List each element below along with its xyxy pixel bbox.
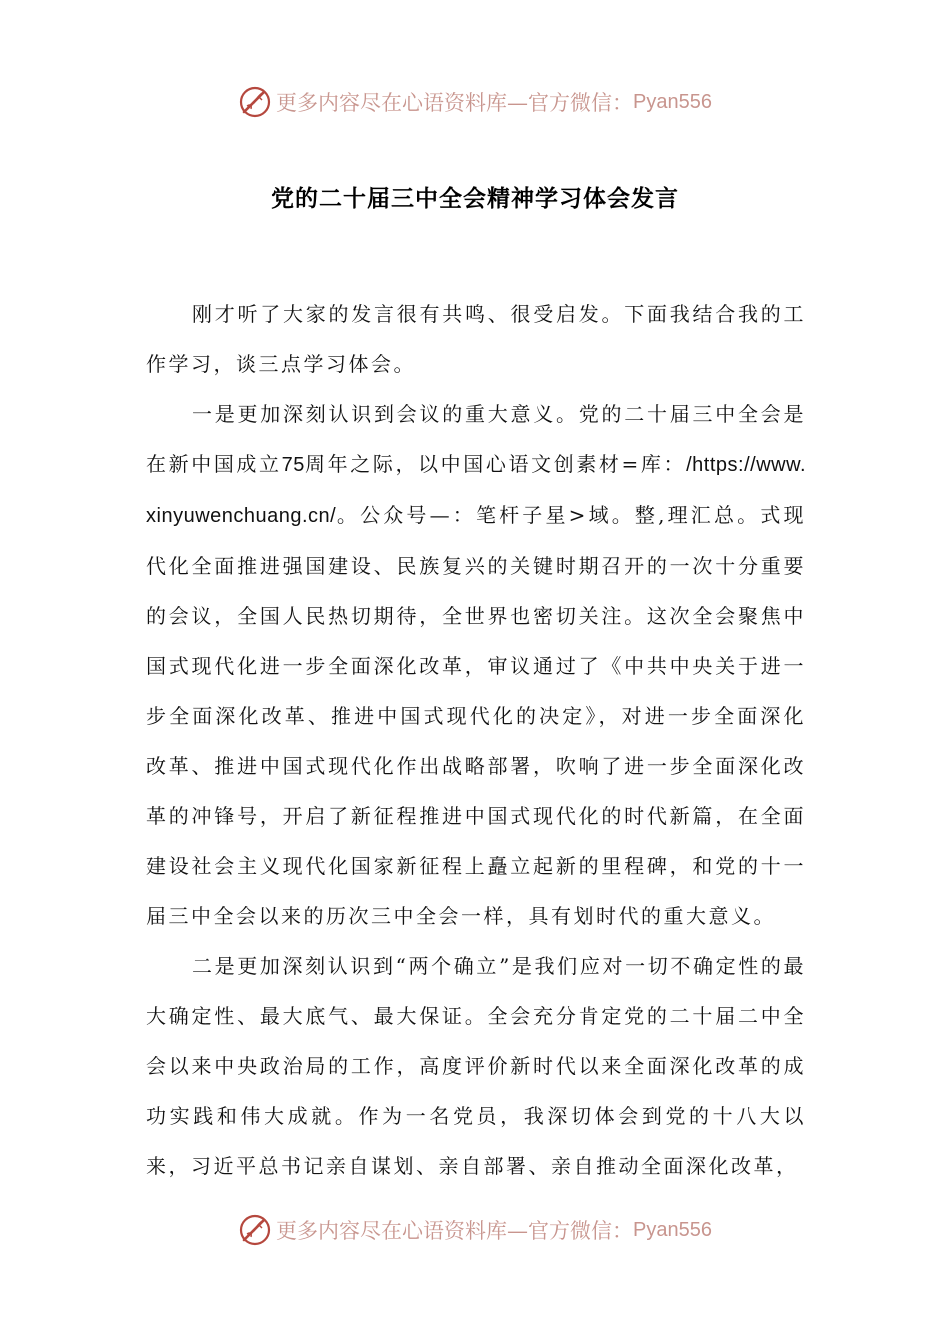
watermark-wechat-id: Pyan556 xyxy=(633,90,712,113)
paragraph-point-one-url: /https://www.xinyuwenchuang.cn/ xyxy=(146,454,806,527)
watermark-banner-top xyxy=(0,82,950,122)
quill-pen-logo-icon xyxy=(238,1213,272,1247)
watermark-text: 更多内容尽在心语资料库—官方微信： xyxy=(276,91,634,115)
quill-pen-logo-icon xyxy=(238,85,272,119)
watermark-banner-bottom xyxy=(0,1210,950,1250)
paragraph-point-two: 二是更加深刻认识到“两个确立”是我们应对一切不确定性的最大确定性、最大底气、最大保证。全会充分肯定党的二十届二中全会以来中央政治局的工作，高度评价新时代以来全面深化改革的成功实践和伟大成就。作为一名党员，我深切体会到党的十八大以来，习近平总书记亲自谋划、亲自部署、亲自推动全面深化改革， xyxy=(146,954,806,1178)
document-title: 党的二十届三中全会精神学习体会发言 xyxy=(271,186,679,212)
paragraph-point-one-part-a: 一是更加深刻认识到会议的重大意义。党的二十届三中全会是在新中国成立 xyxy=(146,402,806,476)
watermark-text: 更多内容尽在心语资料库—官方微信： xyxy=(276,1219,634,1243)
paragraph-point-one xyxy=(146,389,806,941)
watermark-wechat-id: Pyan556 xyxy=(633,1218,712,1241)
paragraph-point-one-part-c: 周年之际，以中国心语文创素材=库： xyxy=(304,452,687,476)
document-body xyxy=(146,289,806,1191)
paragraph-point-one-number: 75 xyxy=(281,454,305,476)
paragraph-point-one-part-e: 。公众号—：笔杆子星>域。整,理汇总。式现代化全面推进强国建设、民族复兴的关键时期召开的一次十分重要的会议，全国人民热切期待，全世界也密切关注。这次全会聚焦中国式现代化进一步全面深化改革，审议通过了《中共中央关于进一步全面深化改革、推进中国式现代化的决定》，对进一步全面深化改革、推进中国式现代化作出战略部署，吹响了进一步全面深化改革的冲锋号，开启了新征程推进中国式现代化的时代新篇，在全面建设社会主义现代化国家新征程上矗立起新的里程碑，和党的十一届三中全会以来的历次三中全会一样，具有划时代的重大意义。 xyxy=(146,503,806,928)
paragraph-intro: 刚才听了大家的发言很有共鸣、很受启发。下面我结合我的工作学习，谈三点学习体会。 xyxy=(146,302,806,376)
